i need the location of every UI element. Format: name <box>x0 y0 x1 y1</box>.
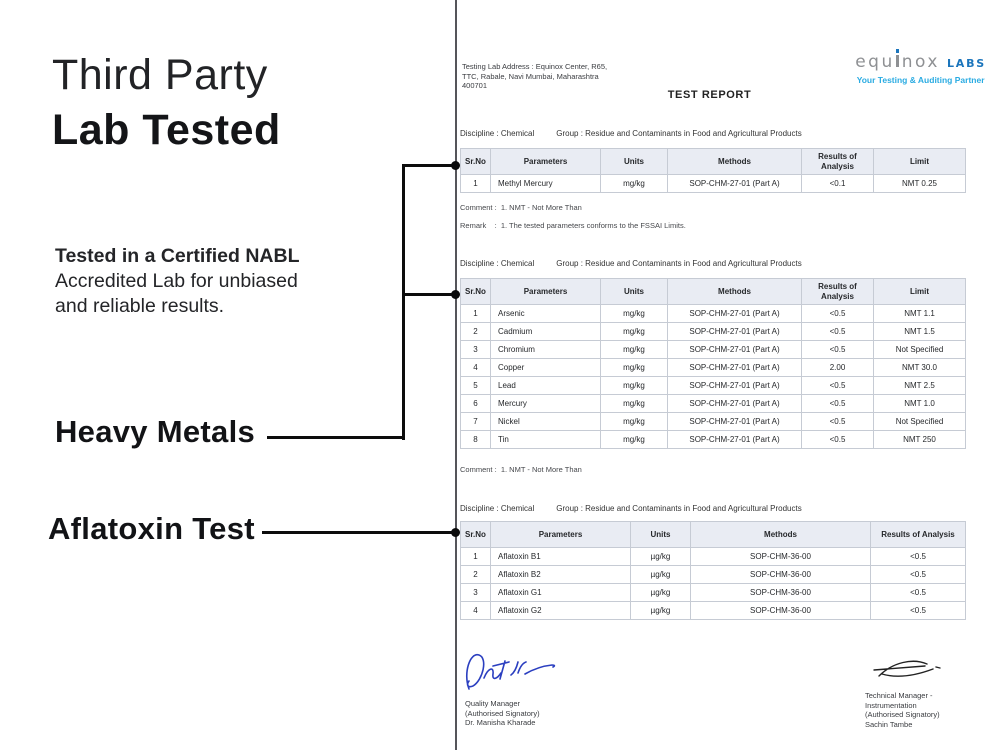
table-cell: 3 <box>461 584 491 602</box>
signatory-line: (Authorised Signatory) <box>465 708 540 718</box>
column-header: Parameters <box>491 149 601 175</box>
table-cell: Arsenic <box>491 305 601 323</box>
column-header: Limit <box>874 279 966 305</box>
table-cell: NMT 250 <box>874 431 966 449</box>
connector-heavy-metals-label <box>267 436 405 439</box>
column-header: Methods <box>691 522 871 548</box>
table-cell: Tin <box>491 431 601 449</box>
table-cell: SOP-CHM-36-00 <box>691 566 871 584</box>
table-cell: <0.1 <box>802 175 874 193</box>
signatory-line: (Authorised Signatory) <box>865 710 940 719</box>
remark-note: Remark : 1. The tested parameters conforms to the FSSAI Limits. <box>460 221 686 230</box>
lab-address-line: 400701 <box>462 81 488 90</box>
signatory-line: Instrumentation <box>865 700 917 710</box>
signatory-line: Technical Manager - <box>865 691 933 700</box>
table-cell: mg/kg <box>601 305 668 323</box>
logo-i-dot <box>896 49 899 53</box>
comment-note: Comment : 1. NMT - Not More Than <box>460 465 582 474</box>
table-row <box>461 323 966 341</box>
table-cell: <0.5 <box>871 566 966 584</box>
table-cell: SOP-CHM-36-00 <box>691 602 871 620</box>
table-cell: SOP-CHM-27-01 (Part A) <box>668 431 802 449</box>
connector-vertical-line <box>402 164 405 440</box>
group-label: Group : Residue and Contaminants in Food and Agricultural Products <box>556 504 802 513</box>
table-header-row <box>461 149 966 175</box>
column-header: Results of Analysis <box>802 279 874 305</box>
table-cell: mg/kg <box>601 377 668 395</box>
table-cell: <0.5 <box>871 602 966 620</box>
table-row <box>461 341 966 359</box>
subtitle-line-3: and reliable results. <box>55 295 225 317</box>
table-cell: µg/kg <box>631 548 691 566</box>
table-cell: Aflatoxin G1 <box>491 584 631 602</box>
column-header: Parameters <box>491 522 631 548</box>
table-cell: SOP-CHM-27-01 (Part A) <box>668 395 802 413</box>
table-cell: SOP-CHM-27-01 (Part A) <box>668 323 802 341</box>
table-cell: 1 <box>461 175 491 193</box>
table-cell: <0.5 <box>802 395 874 413</box>
table-cell: 5 <box>461 377 491 395</box>
signatory-line: Dr. Manisha Kharade <box>465 718 536 727</box>
aflatoxin-table <box>460 521 966 620</box>
table-row <box>461 305 966 323</box>
column-header: Parameters <box>491 279 601 305</box>
table-cell: SOP-CHM-27-01 (Part A) <box>668 175 802 193</box>
report-title: TEST REPORT <box>667 89 752 101</box>
subtitle-line-2: Accredited Lab for unbiased <box>55 270 298 292</box>
table-cell: NMT 1.0 <box>874 395 966 413</box>
quality-manager-signature-image <box>462 645 557 697</box>
column-header: Sr.No <box>461 279 491 305</box>
logo-text-pre: equ <box>855 52 895 72</box>
table-cell: Cadmium <box>491 323 601 341</box>
signatory-line: Quality Manager <box>465 699 521 708</box>
discipline-label: Discipline : Chemical <box>460 259 535 268</box>
quality-manager-signatory <box>465 699 540 728</box>
connector-to-heavy-metals-table <box>402 293 455 296</box>
table-cell: mg/kg <box>601 341 668 359</box>
table-cell: 3 <box>461 341 491 359</box>
table-row <box>461 413 966 431</box>
table-cell: SOP-CHM-27-01 (Part A) <box>668 359 802 377</box>
technical-manager-signatory <box>865 691 940 729</box>
column-header: Units <box>631 522 691 548</box>
table-cell: Not Specified <box>874 341 966 359</box>
table-cell: <0.5 <box>802 413 874 431</box>
subtitle <box>55 244 300 319</box>
table-cell: 1 <box>461 548 491 566</box>
table-cell: 2.00 <box>802 359 874 377</box>
table-cell: 8 <box>461 431 491 449</box>
table-cell: mg/kg <box>601 323 668 341</box>
table-cell: Nickel <box>491 413 601 431</box>
discipline-line <box>460 259 967 268</box>
table-cell: Aflatoxin G2 <box>491 602 631 620</box>
lab-address <box>462 62 607 91</box>
connector-to-mercury-table <box>402 164 455 167</box>
table-cell: NMT 0.25 <box>874 175 966 193</box>
table-cell: mg/kg <box>601 431 668 449</box>
table-cell: Mercury <box>491 395 601 413</box>
left-panel <box>0 0 455 750</box>
table-cell: <0.5 <box>802 305 874 323</box>
technical-manager-signature-image <box>869 652 947 686</box>
heavy-metals-table <box>460 278 966 449</box>
table-cell: SOP-CHM-36-00 <box>691 548 871 566</box>
table-cell: SOP-CHM-36-00 <box>691 584 871 602</box>
test-report-document <box>457 0 1000 750</box>
table-cell: 2 <box>461 566 491 584</box>
table-cell: SOP-CHM-27-01 (Part A) <box>668 341 802 359</box>
table-cell: <0.5 <box>871 548 966 566</box>
subtitle-line-1: Tested in a Certified NABL <box>55 245 300 267</box>
table-cell: µg/kg <box>631 584 691 602</box>
section-aflatoxin <box>460 504 967 620</box>
column-header: Units <box>601 279 668 305</box>
label-aflatoxin-test: Aflatoxin Test <box>48 511 255 546</box>
logo-tagline: Your Testing & Auditing Partner <box>856 75 985 85</box>
table-cell: <0.5 <box>802 377 874 395</box>
table-row <box>461 359 966 377</box>
page-title <box>52 48 281 158</box>
table-cell: NMT 1.1 <box>874 305 966 323</box>
column-header: Results of Analysis <box>802 149 874 175</box>
table-cell: <0.5 <box>802 431 874 449</box>
table-cell: NMT 30.0 <box>874 359 966 377</box>
discipline-line <box>460 504 967 513</box>
section-heavy-metals <box>460 259 967 474</box>
comment-note: Comment : 1. NMT - Not More Than <box>460 203 582 212</box>
column-header: Results of Analysis <box>871 522 966 548</box>
table-cell: <0.5 <box>871 584 966 602</box>
table-row <box>461 431 966 449</box>
table-row <box>461 377 966 395</box>
table-cell: NMT 1.5 <box>874 323 966 341</box>
column-header: Methods <box>668 279 802 305</box>
table-header-row <box>461 279 966 305</box>
table-cell: µg/kg <box>631 566 691 584</box>
connector-aflatoxin-label <box>262 531 455 534</box>
discipline-label: Discipline : Chemical <box>460 504 535 513</box>
table-cell: 4 <box>461 602 491 620</box>
table-row <box>461 395 966 413</box>
table-cell: <0.5 <box>802 341 874 359</box>
table-cell: 4 <box>461 359 491 377</box>
table-cell: Not Specified <box>874 413 966 431</box>
lab-address-line: TTC, Rabale, Navi Mumbai, Maharashtra <box>462 71 599 81</box>
table-row <box>461 602 966 620</box>
table-row <box>461 175 966 193</box>
table-cell: Copper <box>491 359 601 377</box>
table-cell: SOP-CHM-27-01 (Part A) <box>668 305 802 323</box>
table-cell: 7 <box>461 413 491 431</box>
lab-address-line: Testing Lab Address : Equinox Center, R65, <box>462 62 608 71</box>
table-cell: NMT 2.5 <box>874 377 966 395</box>
table-cell: Lead <box>491 377 601 395</box>
column-header: Sr.No <box>461 149 491 175</box>
logo-labs-text: LABS <box>946 57 986 70</box>
equinox-labs-logo <box>855 52 986 85</box>
table-header-row <box>461 522 966 548</box>
table-cell: Chromium <box>491 341 601 359</box>
table-cell: mg/kg <box>601 175 668 193</box>
table-cell: Aflatoxin B1 <box>491 548 631 566</box>
group-label: Group : Residue and Contaminants in Food and Agricultural Products <box>556 129 802 138</box>
table-cell: 6 <box>461 395 491 413</box>
table-cell: µg/kg <box>631 602 691 620</box>
title-line-1: Third Party <box>52 51 268 99</box>
table-cell: mg/kg <box>601 413 668 431</box>
discipline-label: Discipline : Chemical <box>460 129 535 138</box>
column-header: Methods <box>668 149 802 175</box>
table-cell: 1 <box>461 305 491 323</box>
title-line-2: Lab Tested <box>52 106 281 154</box>
table-cell: Aflatoxin B2 <box>491 566 631 584</box>
section-methyl-mercury <box>460 129 967 230</box>
column-header: Sr.No <box>461 522 491 548</box>
label-heavy-metals: Heavy Metals <box>55 414 256 449</box>
signatory-line: Sachin Tambe <box>865 719 913 729</box>
logo-wordmark <box>855 52 986 72</box>
table-row <box>461 566 966 584</box>
table-cell: mg/kg <box>601 395 668 413</box>
table-row <box>461 584 966 602</box>
table-cell: Methyl Mercury <box>491 175 601 193</box>
table-cell: <0.5 <box>802 323 874 341</box>
discipline-line <box>460 129 967 138</box>
table-cell: SOP-CHM-27-01 (Part A) <box>668 413 802 431</box>
table-cell: mg/kg <box>601 359 668 377</box>
column-header: Units <box>601 149 668 175</box>
table-cell: SOP-CHM-27-01 (Part A) <box>668 377 802 395</box>
logo-text-post: nox <box>901 52 940 72</box>
table-cell: 2 <box>461 323 491 341</box>
logo-letter-i-glyph <box>896 55 899 67</box>
methyl-mercury-table <box>460 148 966 193</box>
column-header: Limit <box>874 149 966 175</box>
group-label: Group : Residue and Contaminants in Food and Agricultural Products <box>556 259 802 268</box>
table-row <box>461 548 966 566</box>
